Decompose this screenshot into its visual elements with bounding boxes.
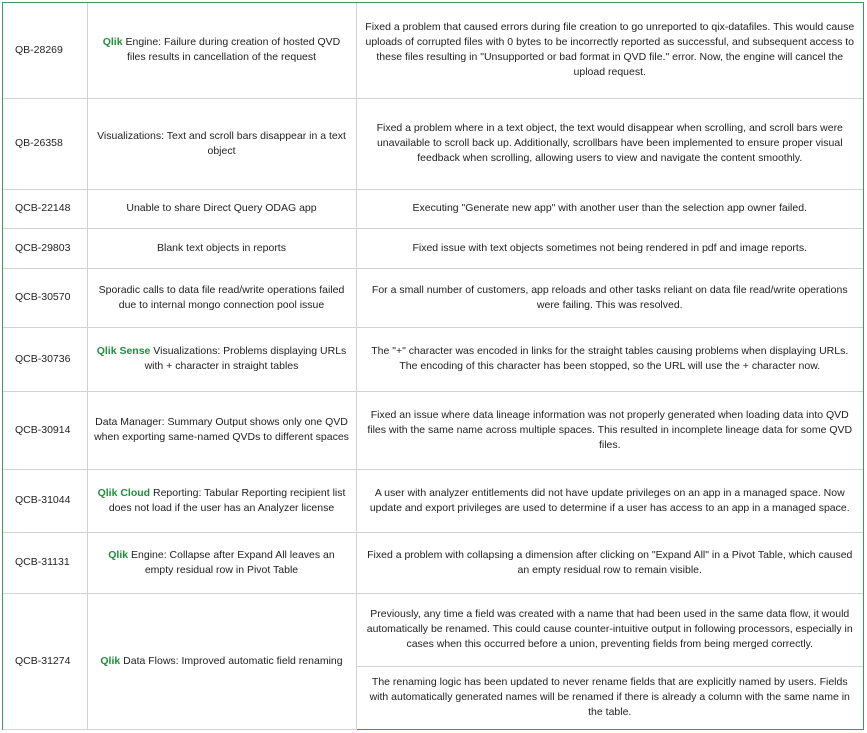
issue-title-text: Visualizations: Text and scroll bars disappear in a text object [97, 129, 346, 157]
product-name: Qlik [108, 548, 129, 561]
issue-description-continued: The renaming logic has been updated to never rename fields that are explicitly named by users. Fields with automatically generated names will be renamed if there is already a column with the same name in the table. [356, 666, 863, 729]
issue-description: Fixed issue with text objects sometimes not being rendered in pdf and image reports. [356, 228, 863, 268]
issue-title [87, 532, 356, 593]
issue-title [87, 268, 356, 327]
product-name: Qlik [102, 36, 123, 49]
issue-description: Fixed an issue where data lineage information was not properly generated when loading data into QVD files with the same name across multiple spaces. This resulted in incomplete lineage data for some QVD files. [356, 391, 863, 469]
product-name: Qlik Cloud [97, 486, 151, 499]
table-row [3, 593, 863, 666]
table-row [3, 391, 863, 469]
issue-title [87, 189, 356, 228]
table-row [3, 268, 863, 327]
issue-description: Fixed a problem with collapsing a dimension after clicking on "Expand All" in a Pivot Table, which caused an empty residual row to remain visible. [356, 532, 863, 593]
table-row [3, 532, 863, 593]
issue-title-text: Engine: Collapse after Expand All leaves an empty residual row in Pivot Table [128, 548, 335, 576]
issue-title-text: Visualizations: Problems displaying URLs with + character in straight tables [144, 345, 347, 372]
issue-id: QB-26358 [3, 98, 87, 189]
issue-title-text: Sporadic calls to data file read/write operations failed due to internal mongo connection pool issue [98, 283, 345, 311]
release-notes-table [3, 3, 863, 730]
issue-title [87, 3, 356, 98]
table-row [3, 98, 863, 189]
issue-description: Fixed a problem that caused errors during file creation to go unreported to qix-datafiles. This would cause uploads of corrupted files with 0 bytes to be incorrectly reported as successful, and subsequent access to these files resulting in "Unsupported or bad format in QVD file." error. Now, the engine will cancel the upload request. [356, 3, 863, 98]
issue-title-text: Engine: Failure during creation of hosted QVD files results in cancellation of the request [122, 36, 341, 64]
issue-id: QCB-22148 [3, 189, 87, 228]
issue-title [87, 228, 356, 268]
issue-id: QCB-30736 [3, 327, 87, 391]
issue-title [87, 327, 356, 391]
issue-description: Fixed a problem where in a text object, the text would disappear when scrolling, and scroll bars were unavailable to scroll back up. Additionally, scrollbars have been implemented to ensure proper visual feedback when scrolling, allowing users to view and navigate the content smoothly. [356, 98, 863, 189]
issue-id: QB-28269 [3, 3, 87, 98]
product-name: Qlik Sense [96, 345, 151, 357]
issue-title-text: Data Flows: Improved automatic field renaming [120, 654, 343, 667]
issue-description: The "+" character was encoded in links for the straight tables causing problems when displaying URLs. The encoding of this character has been stopped, so the URL will use the + character now. [356, 327, 863, 391]
issue-title [87, 391, 356, 469]
table-row [3, 469, 863, 532]
table-row [3, 189, 863, 228]
release-notes-frame [2, 2, 864, 730]
product-name: Qlik [100, 654, 121, 667]
table-row [3, 3, 863, 98]
issue-id: QCB-31044 [3, 469, 87, 532]
table-row [3, 327, 863, 391]
issue-title-text: Unable to share Direct Query ODAG app [126, 202, 317, 214]
issue-id: QCB-31274 [3, 593, 87, 729]
issue-title-text: Blank text objects in reports [157, 241, 286, 254]
issue-title [87, 98, 356, 189]
issue-title [87, 469, 356, 532]
issue-id: QCB-30914 [3, 391, 87, 469]
issue-description: For a small number of customers, app reloads and other tasks reliant on data file read/write operations were failing. This was resolved. [356, 268, 863, 327]
issue-id: QCB-30570 [3, 268, 87, 327]
issue-id: QCB-31131 [3, 532, 87, 593]
issue-description: Executing "Generate new app" with another user than the selection app owner failed. [356, 189, 863, 228]
issue-description: A user with analyzer entitlements did not have update privileges on an app in a managed space. Now update and export privileges are used to determine if a user has access to an app in a managed space. [356, 469, 863, 532]
issue-title-text: Reporting: Tabular Reporting recipient list does not load if the user has an Analyzer license [108, 486, 346, 514]
issue-title-text: Data Manager: Summary Output shows only one QVD when exporting same-named QVDs to different spaces [94, 416, 349, 443]
table-row [3, 228, 863, 268]
issue-title [87, 593, 356, 729]
issue-description: Previously, any time a field was created with a name that had been used in the same data flow, it would automatically be renamed. This could cause counter-intuitive output in following processors, especially in cases when this occurred before a union, preventing fields from being merged correctly. [356, 593, 863, 666]
issue-id: QCB-29803 [3, 228, 87, 268]
